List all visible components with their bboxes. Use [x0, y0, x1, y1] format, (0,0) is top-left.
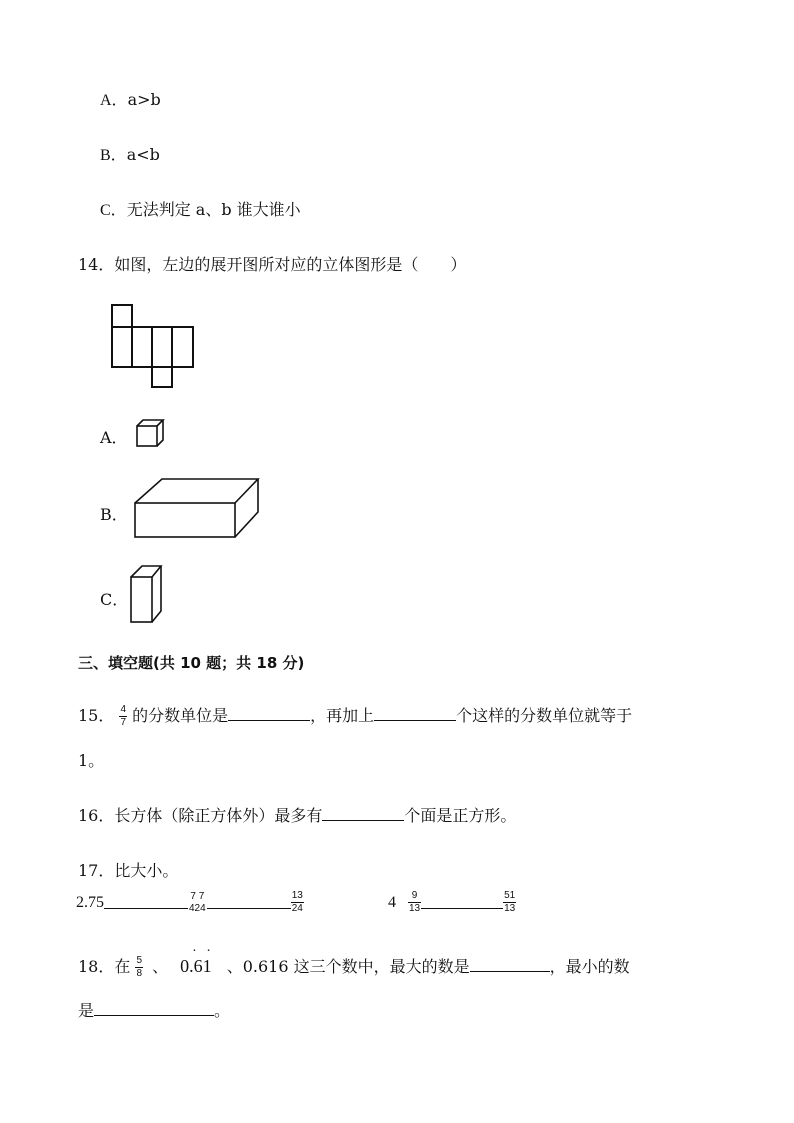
q17-blank-2[interactable]: [207, 907, 291, 909]
q15-blank-1[interactable]: [228, 705, 310, 721]
q18-line2: 是 。: [78, 1001, 231, 1020]
q17-blank-3[interactable]: [421, 907, 503, 909]
q17-stem: 17．比大小。: [78, 861, 179, 880]
q17-blank-1[interactable]: [104, 907, 188, 909]
q13-option-c: C．无法判定 a、b 谁大谁小: [100, 200, 301, 219]
q15-line2: 1。: [78, 751, 105, 770]
q15-blank-2[interactable]: [374, 705, 456, 721]
net-bottom-face: [152, 367, 172, 387]
net-face-2: [132, 327, 152, 367]
q18-fraction: $\frac{5}{8}$: [136, 955, 143, 979]
q16-blank[interactable]: [322, 805, 404, 821]
q13-option-a: A．a>b: [100, 90, 161, 109]
q17-fraction-3: $\frac{9}{13}$: [409, 890, 421, 914]
cube-figure: [134, 418, 168, 450]
q16: 16．长方体（除正方体外）最多有 个面是正方形。: [78, 806, 517, 825]
net-face-4: [172, 327, 193, 367]
q17-left-comparison: 2.75 7 7 424 $\frac{13}{24}$: [76, 890, 303, 914]
q14-option-c-label: C．: [100, 590, 129, 609]
q17-fraction-2: $\frac{13}{24}$: [291, 890, 303, 914]
q18-blank-1[interactable]: [470, 956, 550, 972]
q14-stem: 14．如图，左边的展开图所对应的立体图形是（ ）: [78, 255, 467, 274]
q17-fraction-4: $\frac{51}{13}$: [504, 890, 516, 914]
flat-cuboid-figure: [132, 476, 262, 542]
cuboid-net-figure: [108, 302, 198, 388]
q18-repeating-decimal: 0.61 · ·: [180, 944, 214, 976]
q13-option-b: B．a<b: [100, 145, 160, 164]
q17-fraction-1: 7 7 424: [189, 890, 206, 914]
q17-right-comparison: 4 $\frac{9}{13}$ $\frac{51}{13}$: [388, 890, 516, 914]
net-top-face: [112, 305, 132, 327]
q14-option-a-label: A．: [100, 428, 128, 447]
q18-line1: 18．在 $\frac{5}{8}$ 、 0.61 · · 、0.616 这三个数中，最大的数是 ，最小的数: [78, 944, 630, 979]
section3-title: 三、填空题(共 10 题；共 18 分): [78, 654, 305, 672]
net-face-1: [112, 327, 132, 367]
q14-option-b-label: B．: [100, 505, 128, 524]
q18-blank-2[interactable]: [94, 1000, 214, 1016]
q15-fraction: $\frac{4}{7}$: [120, 704, 127, 728]
q15-line1: 15． $\frac{4}{7}$ 的分数单位是 ，再加上 个这样的分数单位就等于: [78, 704, 633, 728]
net-face-3: [152, 327, 172, 367]
tall-cuboid-figure: [128, 563, 166, 625]
